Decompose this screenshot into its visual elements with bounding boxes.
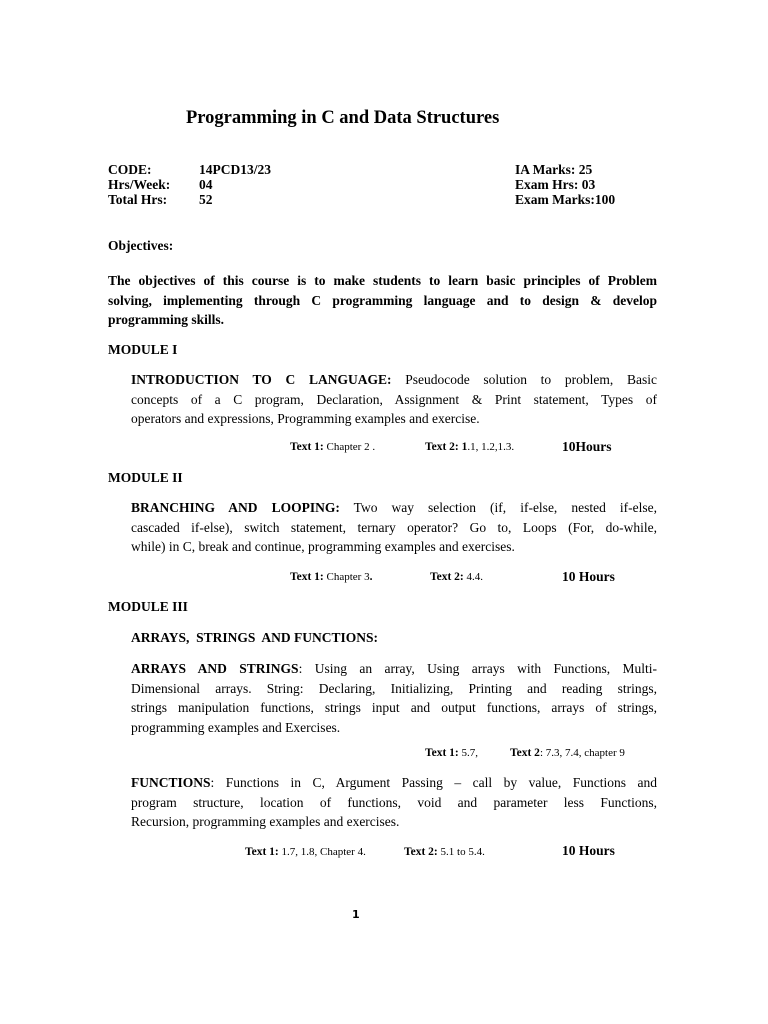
total-hrs-value: 52 bbox=[199, 192, 213, 207]
hrs-week-value: 04 bbox=[199, 177, 213, 192]
functions-body bbox=[131, 773, 657, 832]
functions-ref-text1 bbox=[245, 846, 366, 858]
objectives-line: programming skills. bbox=[108, 312, 225, 327]
module-3-subheading: ARRAYS, STRINGS AND FUNCTIONS: bbox=[131, 630, 379, 645]
objectives-line: solving, implementing through C programming language and to design & develop bbox=[108, 292, 657, 308]
ref-value: 1.7, 1.8, Chapter 4. bbox=[278, 846, 366, 858]
module-1-line bbox=[131, 370, 657, 390]
arrays-line: Dimensional arrays. String: Declaring, Initializing, Printing and reading strings, bbox=[131, 680, 657, 696]
ref-value: Chapter 3 bbox=[323, 571, 370, 583]
ref-value: Chapter 2 . bbox=[323, 441, 376, 453]
objectives-heading: Objectives: bbox=[108, 238, 174, 253]
hrs-week-label: Hrs/Week: bbox=[108, 177, 171, 192]
module-1-body bbox=[131, 370, 657, 429]
ref-label: Text 2: bbox=[404, 846, 438, 858]
arrays-strings-body bbox=[131, 659, 657, 737]
ref-label: Text 1: bbox=[290, 441, 324, 453]
module-2-line: cascaded if-else), switch statement, ternary operator? Go to, Loops (For, do-while, bbox=[131, 519, 657, 535]
ref-label: Text 1: bbox=[290, 571, 324, 583]
ref-value: 5.1 to 5.4. bbox=[437, 846, 485, 858]
code-value: 14PCD13/23 bbox=[199, 162, 271, 177]
ref-label: Text 2 bbox=[510, 747, 540, 759]
page-title: Programming in C and Data Structures bbox=[186, 108, 500, 128]
module-2-topic: BRANCHING AND LOOPING: bbox=[131, 500, 340, 515]
ref-value: 5.7, bbox=[458, 747, 479, 759]
objectives-line: The objectives of this course is to make students to learn basic principles of Problem bbox=[108, 273, 657, 288]
module-1-heading: MODULE I bbox=[108, 342, 178, 357]
module-2-ref-text1 bbox=[290, 571, 372, 583]
functions-line: program structure, location of functions, void and parameter less Functions, bbox=[131, 794, 657, 810]
arrays-line bbox=[131, 659, 657, 679]
module-2-line-rest: Two way selection (if, if-else, nested if-else, bbox=[339, 500, 657, 515]
module-2-heading: MODULE II bbox=[108, 470, 183, 485]
functions-topic: FUNCTIONS bbox=[131, 775, 211, 790]
page-number: 1 bbox=[352, 908, 360, 921]
module-2-line bbox=[131, 498, 657, 518]
ref-value: : 7.3, 7.4, chapter 9 bbox=[539, 747, 625, 759]
module-3-hours: 10 Hours bbox=[562, 843, 615, 858]
module-2-body bbox=[131, 498, 657, 557]
module-1-ref-text1 bbox=[290, 441, 375, 453]
arrays-topic: ARRAYS AND STRINGS bbox=[131, 661, 299, 676]
ref-label: Text 2: 1 bbox=[425, 441, 468, 453]
module-1-hours: 10Hours bbox=[562, 439, 612, 454]
ref-label: Text 2: bbox=[430, 571, 464, 583]
ref-value: .1, 1.2,1.3. bbox=[467, 441, 515, 453]
arrays-ref-text1 bbox=[425, 747, 478, 759]
module-2-line: while) in C, break and continue, programming examples and exercises. bbox=[131, 539, 515, 554]
module-2-hours: 10 Hours bbox=[562, 569, 615, 584]
module-1-line: operators and expressions, Programming examples and exercise. bbox=[131, 411, 480, 426]
functions-line-rest: : Functions in C, Argument Passing – call by value, Functions and bbox=[210, 775, 657, 790]
functions-line bbox=[131, 773, 657, 793]
ref-label: Text 1: bbox=[425, 747, 459, 759]
module-2-ref-text2 bbox=[430, 571, 483, 583]
arrays-line: programming examples and Exercises. bbox=[131, 719, 341, 735]
functions-ref-text2 bbox=[404, 846, 485, 858]
module-3-heading: MODULE III bbox=[108, 599, 188, 614]
ref-dot: . bbox=[369, 571, 373, 583]
module-1-topic: INTRODUCTION TO C LANGUAGE: bbox=[131, 372, 392, 387]
exam-marks: Exam Marks:100 bbox=[515, 192, 616, 207]
arrays-line: strings manipulation functions, strings input and output functions, arrays of strings, bbox=[131, 700, 657, 715]
module-1-line-rest: Pseudocode solution to problem, Basic bbox=[391, 372, 657, 387]
ref-label: Text 1: bbox=[245, 846, 279, 858]
total-hrs-label: Total Hrs: bbox=[108, 192, 168, 207]
arrays-ref-text2 bbox=[510, 747, 625, 759]
code-label: CODE: bbox=[108, 162, 152, 177]
functions-line: Recursion, programming examples and exercises. bbox=[131, 814, 400, 829]
module-1-ref-text2 bbox=[425, 441, 514, 453]
module-1-line: concepts of a C program, Declaration, Assignment & Print statement, Types of bbox=[131, 391, 657, 407]
exam-hrs: Exam Hrs: 03 bbox=[515, 177, 596, 192]
objectives-text bbox=[108, 271, 657, 330]
ref-value: 4.4. bbox=[463, 571, 484, 583]
arrays-line-rest: : Using an array, Using arrays with Functions, Multi- bbox=[298, 661, 658, 676]
ia-marks: IA Marks: 25 bbox=[515, 162, 593, 177]
